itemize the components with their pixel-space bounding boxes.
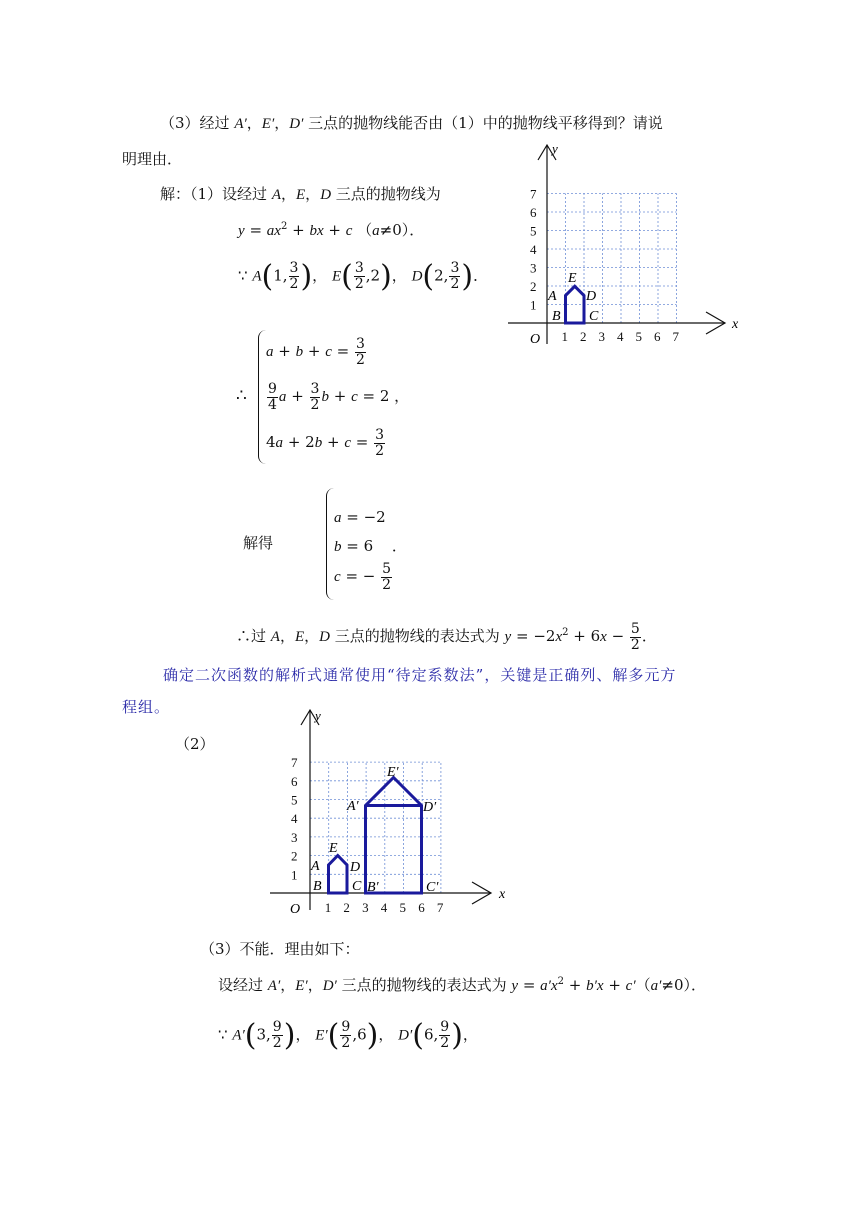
y-tick-label: 1: [530, 297, 537, 313]
graph1-label-E: E: [568, 271, 577, 286]
x-tick-label: 4: [380, 900, 388, 915]
solution-c: c = − $\frac{5}{2}$: [334, 561, 392, 593]
x-tick-label: 2: [343, 900, 350, 915]
solve-label: 解得: [243, 534, 274, 552]
y-tick-label: 7: [530, 186, 537, 202]
graph1-label-B: B: [552, 309, 561, 324]
graph2-origin: O: [290, 902, 301, 917]
graph1-label-D: D: [586, 289, 597, 304]
graph1-axis-x-label: x: [732, 317, 739, 332]
y-tick-label: 3: [291, 829, 298, 845]
y-tick-label: 4: [291, 811, 298, 827]
part3-points: ∵ A′(3, $\frac{9}{2}$ )， E′( $\frac{9}{2}$ ,6)， D′(6, $\frac{9}{2}$ )，: [218, 1018, 478, 1053]
part2-label: （2）: [175, 735, 215, 753]
y-tick-label: 5: [530, 223, 537, 239]
graph2-label-C-prime: C′: [426, 880, 439, 895]
x-tick-label: 5: [635, 329, 642, 344]
part3-assume: 设经过 A′，E′，D′ 三点的抛物线的表达式为 $y = a'x^2 + b'x + c'(a'\ne 0)$．: [218, 976, 707, 994]
x-tick-label: 6: [654, 329, 661, 344]
x-tick-label: 7: [672, 329, 679, 344]
therefore-symbol: ∴: [236, 386, 247, 406]
x-tick-label: 1: [561, 329, 568, 344]
graph2-label-B: B: [313, 879, 322, 894]
x-tick-label: 7: [436, 900, 444, 915]
y-tick-label: 7: [291, 755, 298, 771]
graph2-label-D: D: [350, 860, 361, 875]
graph1-axis-y-label: y: [552, 141, 558, 156]
graph2-axis-y-label: y: [315, 708, 321, 723]
note-line1: 确定二次函数的解析式通常使用“待定系数法”，关键是正确列、解多元方: [163, 666, 677, 684]
graph2-label-A-prime: A′: [347, 799, 359, 814]
solution-a: a = −2: [334, 508, 386, 526]
system-eq3: 4a + 2b + c = $\frac{3}{2}$: [266, 427, 385, 459]
x-tick-label: 3: [362, 900, 369, 915]
graph2-label-E: E: [329, 841, 338, 856]
graph2-big-house: [366, 778, 422, 894]
note-line2: 程组。: [122, 698, 171, 716]
x-tick-label: 5: [399, 900, 406, 915]
y-tick-label: 2: [530, 279, 537, 294]
system-eq2: $\frac{9}{4}$ a + $\frac{3}{2}$ b + c = 2 ，: [268, 381, 410, 413]
graph2-label-B-prime: B′: [367, 880, 379, 895]
question3-line2: 明理由．: [122, 150, 183, 168]
system-eq1: a + b + c = $\frac{3}{2}$: [266, 336, 365, 368]
y-tick-label: 2: [291, 848, 298, 864]
graph1-label-C: C: [589, 309, 599, 324]
x-tick-label: 3: [598, 329, 605, 344]
x-tick-label: 4: [617, 329, 624, 344]
y-tick-label: 1: [291, 867, 298, 883]
y-tick-label: 6: [530, 205, 537, 220]
graph2-label-C: C: [352, 879, 362, 894]
x-tick-label: 2: [580, 329, 587, 344]
points-given: ∵ A(1, $\frac{3}{2}$ )， E( $\frac{3}{2}$ ,2)， D(2, $\frac{3}{2}$ )．: [238, 259, 489, 294]
x-tick-label: 1: [324, 900, 332, 915]
solution-intro: 解：（1）设经过 A，E，D 三点的抛物线为: [160, 185, 441, 203]
solution-b: b = 6 ．: [334, 537, 407, 555]
conclusion: ∴过 A，E，D 三点的抛物线的表达式为 $y = -2x^2 + 6x$ − $\frac{5}{2}$ ．: [236, 621, 657, 653]
part3-answer: （3）不能．理由如下：: [200, 940, 360, 958]
y-tick-label: 6: [291, 773, 298, 789]
graph2-label-A: A: [311, 859, 320, 874]
graph2-axis-x-label: x: [499, 887, 506, 902]
general-equation: $y = ax^2$ + bx + c （a≠0）．: [238, 221, 425, 239]
graph1: [500, 140, 750, 355]
graph2: [266, 705, 506, 920]
y-tick-label: 3: [530, 260, 537, 276]
graph1-origin: O: [530, 332, 541, 347]
y-tick-label: 5: [291, 792, 298, 808]
graph2-label-D-prime: D′: [423, 800, 437, 815]
graph1-label-A: A: [548, 289, 557, 304]
x-tick-label: 6: [418, 900, 425, 915]
question3-line1: （3）经过 A′，E′，D′ 三点的抛物线能否由（1）中的抛物线平移得到？请说: [160, 114, 663, 132]
y-tick-label: 4: [530, 242, 537, 257]
graph2-label-E-prime: E′: [387, 765, 399, 780]
